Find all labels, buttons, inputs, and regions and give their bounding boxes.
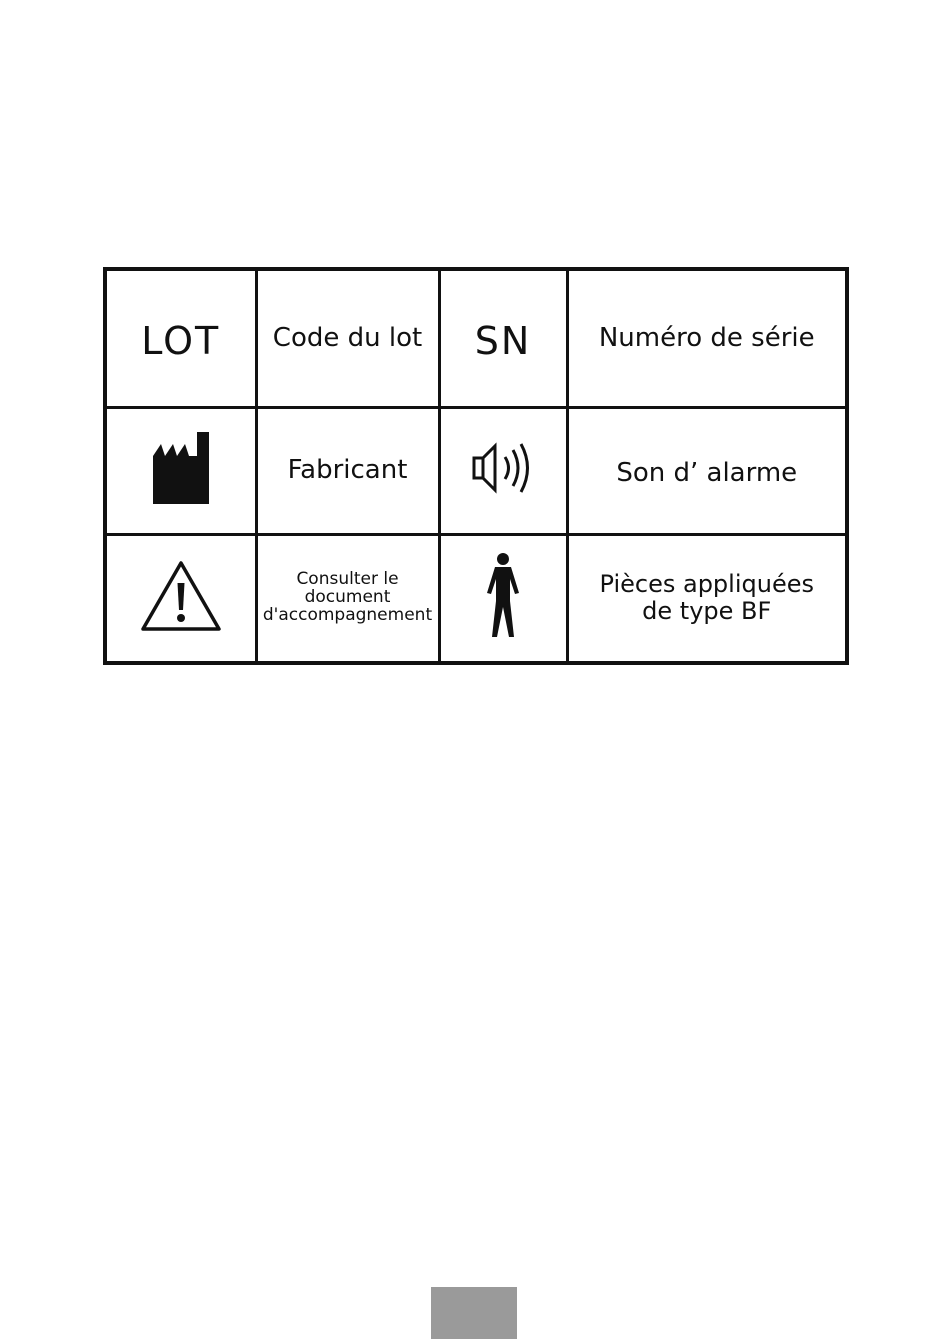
lot-symbol-cell xyxy=(105,269,256,407)
manufacturer-description-cell xyxy=(256,407,439,534)
table-row xyxy=(105,534,847,663)
table-row xyxy=(105,407,847,534)
consult-description xyxy=(263,571,432,625)
sn-symbol-cell xyxy=(439,269,567,407)
consult-description-line: d'accompagnement xyxy=(262,605,433,626)
bf-description-line: Pièces appliquées xyxy=(599,570,814,599)
warning-triangle-icon xyxy=(139,559,223,638)
bf-description-line: de type BF xyxy=(642,597,772,626)
bf-description xyxy=(600,571,814,625)
consult-description-line: Consulter le xyxy=(296,569,399,590)
bf-description-cell xyxy=(567,534,847,663)
bf-person-icon xyxy=(483,553,523,644)
factory-icon xyxy=(151,430,211,511)
sn-symbol: SN xyxy=(474,319,532,364)
manufacturer-symbol-cell xyxy=(105,407,256,534)
sn-description: Numéro de série xyxy=(598,322,815,353)
page-number-block xyxy=(431,1287,517,1339)
lot-description: Code du lot xyxy=(272,322,423,353)
symbols-table xyxy=(103,267,849,665)
warning-symbol-cell xyxy=(105,534,256,663)
lot-description-cell xyxy=(256,269,439,407)
consult-description-cell xyxy=(256,534,439,663)
consult-description-line: document xyxy=(304,587,391,608)
manufacturer-description: Fabricant xyxy=(287,455,408,486)
alarm-symbol-cell xyxy=(439,407,567,534)
lot-symbol: LOT xyxy=(141,319,221,364)
sn-description-cell xyxy=(567,269,847,407)
bf-symbol-cell xyxy=(439,534,567,663)
alarm-description: Son d’ alarme xyxy=(616,458,798,489)
alarm-description-cell xyxy=(567,407,847,534)
table-row xyxy=(105,269,847,407)
speaker-alarm-icon xyxy=(471,441,535,500)
